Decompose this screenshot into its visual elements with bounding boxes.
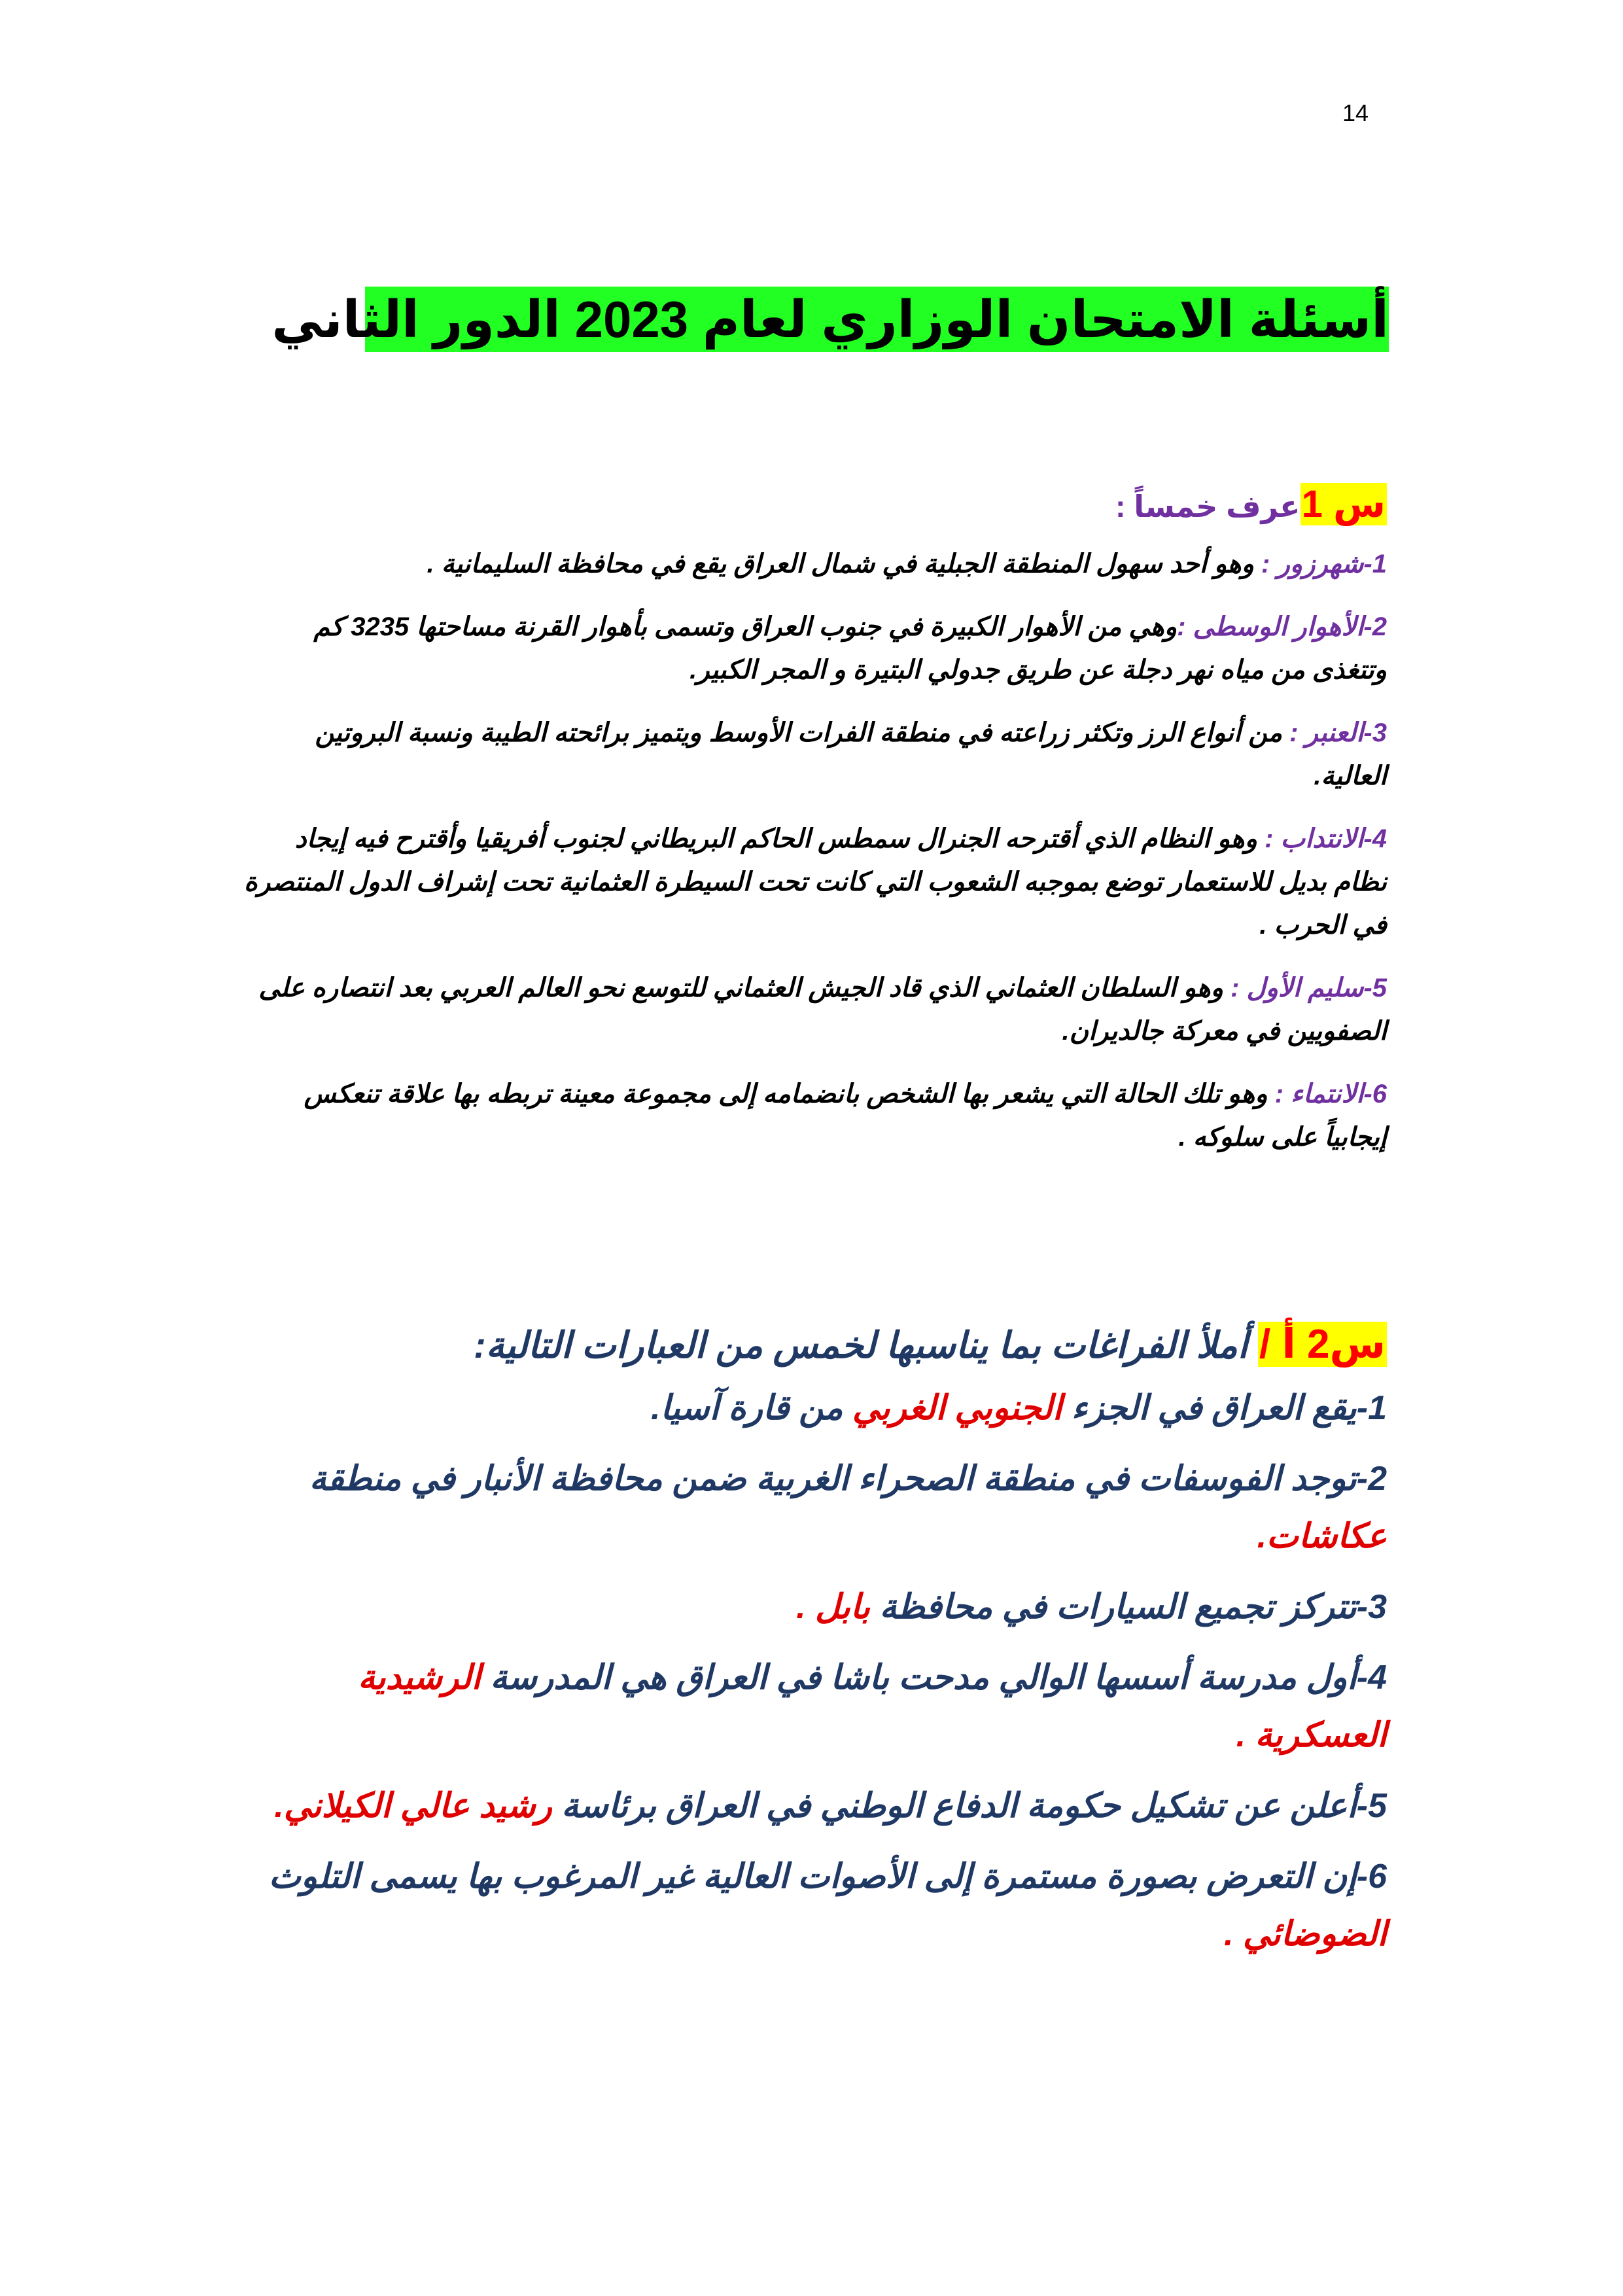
item-number: 6- — [1363, 1080, 1387, 1108]
statement-text: 6-إن التعرض بصورة مستمرة إلى الأصوات العالية غير المرغوب بها يسمى التلوث — [268, 1858, 1387, 1896]
answer-text: بابل . — [796, 1588, 871, 1626]
question-1-label: س 1 — [1301, 483, 1386, 525]
statement-text: 4-أول مدرسة أسسها الوالي مدحت باشا في العراق هي المدرسة — [481, 1659, 1387, 1697]
question-2-section — [236, 1318, 1387, 1976]
statement-text: 5-أعلن عن تشكيل حكومة الدفاع الوطني في العراق برئاسة — [551, 1787, 1387, 1825]
question-1-section — [236, 482, 1387, 1178]
answer-text: الرشيدية العسكرية . — [358, 1659, 1387, 1754]
definition-item — [236, 966, 1387, 1053]
definition-term: العنبر : — [1289, 718, 1364, 747]
definition-text: وهو النظام الذي أقترحه الجنرال سمطس الحاكم البريطاني لجنوب أفريقيا وأقترح فيه إيجاد نظام بديل للاستعمار توضع بموجبه الشعوب التي كانت تحت السيطرة العثمانية تحت إشراف الدول المنتصرة في الحرب . — [244, 824, 1387, 940]
definition-text: وهو تلك الحالة التي يشعر بها الشخص بانضمامه إلى مجموعة معينة تربطه بها علاقة تنعكس إيجابياً على سلوكه . — [304, 1080, 1387, 1152]
fill-blank-item — [236, 1848, 1387, 1963]
definition-term: شهرزور : — [1261, 550, 1364, 578]
item-number: 1- — [1363, 550, 1387, 578]
definition-text: وهو السلطان العثماني الذي قاد الجيش العثماني للتوسع نحو العالم العربي بعد انتصاره على الصفويين في معركة جالديران. — [258, 974, 1387, 1046]
definition-term: الأهوار الوسطى : — [1177, 612, 1364, 641]
definition-item — [236, 711, 1387, 798]
definition-item — [236, 1072, 1387, 1159]
page-title: أسئلة الامتحان الوزاري لعام 2023 الدور الثاني — [365, 287, 1389, 352]
question-1-instruction: عرف خمساً : — [1115, 489, 1300, 523]
answer-text: الجنوبي الغربي — [852, 1389, 1062, 1427]
question-2-label: س2 أ / — [1259, 1322, 1386, 1367]
item-number: 5- — [1363, 974, 1387, 1002]
definition-term: الانتداب : — [1265, 824, 1364, 853]
definition-text: وهو أحد سهول المنطقة الجبلية في شمال العراق يقع في محافظة السليمانية . — [427, 550, 1262, 578]
item-number: 3- — [1363, 718, 1387, 747]
answer-text: رشيد عالي الكيلاني. — [274, 1787, 552, 1825]
definition-item — [236, 817, 1387, 947]
statement-text: 3-تتركز تجميع السيارات في محافظة — [870, 1588, 1387, 1626]
question-2-instruction: أملأ الفراغات بما يناسبها لخمس من العبارات التالية: — [474, 1324, 1259, 1366]
question-2-header — [236, 1318, 1387, 1371]
definition-term: سليم الأول : — [1230, 974, 1364, 1002]
answer-text: الضوضائي . — [1224, 1915, 1387, 1953]
fill-blank-item — [236, 1578, 1387, 1636]
question-1-header — [236, 482, 1387, 529]
statement-text-end: من قارة آسيا. — [651, 1389, 852, 1427]
fill-blank-item — [236, 1450, 1387, 1565]
item-number: 2- — [1363, 612, 1387, 641]
answer-text: عكاشات. — [1257, 1517, 1387, 1555]
definition-term: الانتماء : — [1274, 1080, 1364, 1108]
statement-text: 2-توجد الفوسفات في منطقة الصحراء الغربية ضمن محافظة الأنبار في منطقة — [309, 1460, 1387, 1498]
fill-blank-item — [236, 1379, 1387, 1437]
definition-item — [236, 542, 1387, 586]
definition-item — [236, 605, 1387, 692]
statement-text: 1-يقع العراق في الجزء — [1062, 1389, 1387, 1427]
fill-blank-item — [236, 1777, 1387, 1835]
definition-text: من أنواع الرز وتكثر زراعته في منطقة الفرات الأوسط ويتميز برائحته الطيبة ونسبة البروتين العالية. — [315, 718, 1387, 790]
fill-blank-item — [236, 1649, 1387, 1764]
page-number: 14 — [1342, 99, 1369, 126]
item-number: 4- — [1363, 824, 1387, 853]
definition-text: وهي من الأهوار الكبيرة في جنوب العراق وتسمى بأهوار القرنة مساحتها 3235 كم وتتغذى من مياه نهر دجلة عن طريق جدولي البتيرة و المجر الكبير. — [313, 612, 1387, 684]
